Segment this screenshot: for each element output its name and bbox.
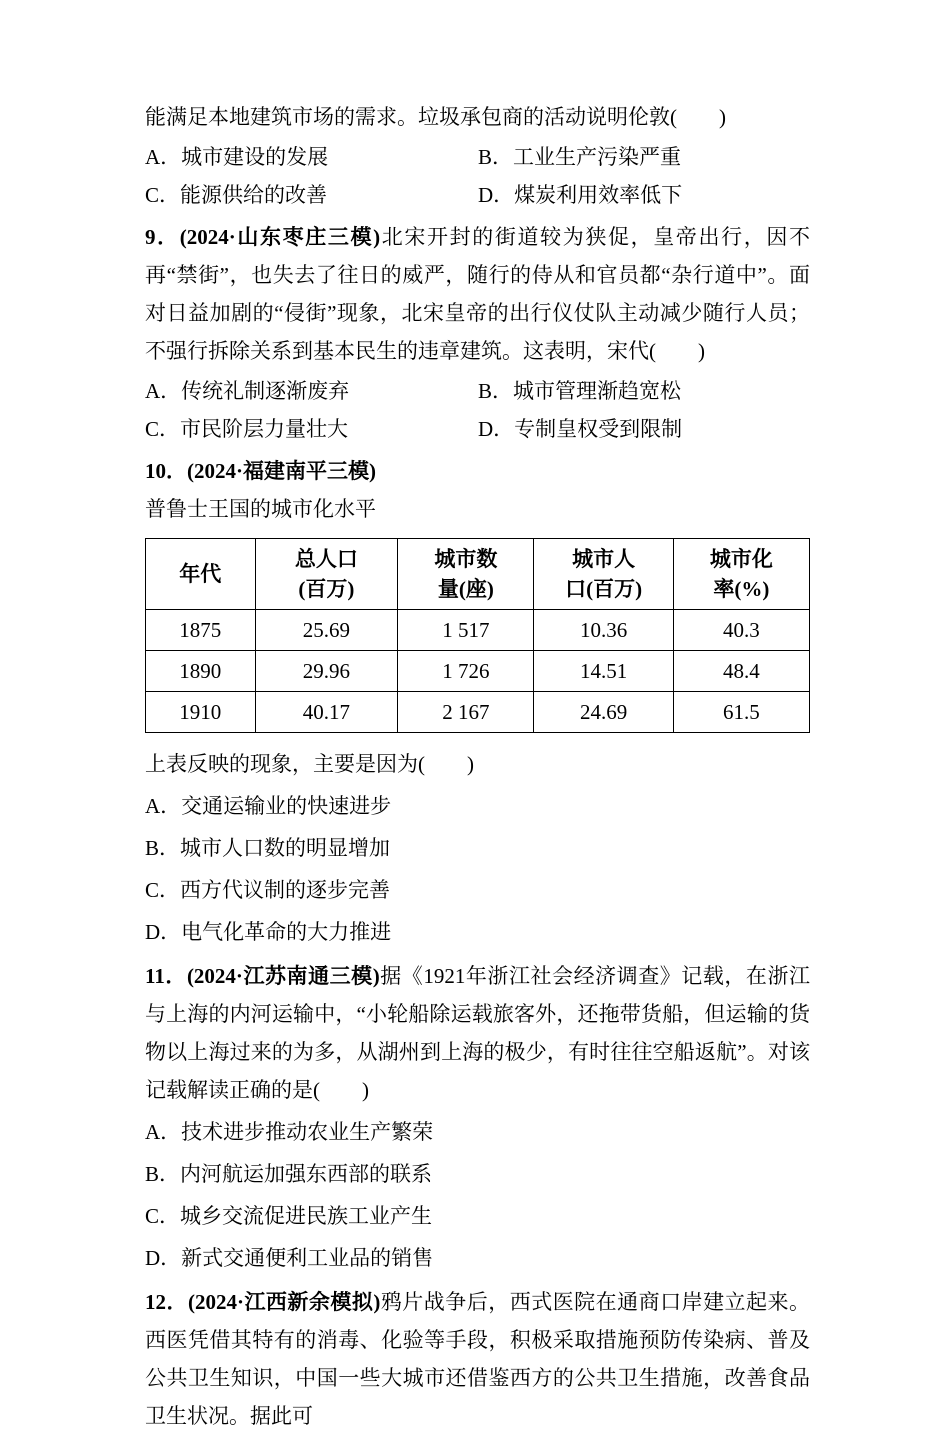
q10-options	[145, 787, 810, 951]
q10-stem-after-table: 上表反映的现象，主要是因为( )	[145, 752, 474, 776]
table-cell: 1910	[146, 692, 256, 733]
q10-option-c: C．西方代议制的逐步完善	[145, 878, 391, 902]
q12-stem	[145, 1283, 810, 1435]
table-header-city-count: 城市数 量(座)	[398, 539, 534, 610]
table-row	[146, 651, 810, 692]
q11-source: (2024·江苏南通三模)	[186, 964, 380, 988]
q12-source: (2024·江西新余模拟)	[187, 1290, 381, 1314]
table-cell: 14.51	[534, 651, 673, 692]
q11-option-c: C．城乡交流促进民族工业产生	[145, 1204, 433, 1228]
q11-number: 11．	[145, 964, 187, 988]
q12-stem-text: 鸦片战争后，西式医院在通商口岸建立起来。西医凭借其特有的消毒、化验等手段，积极采取措施预防传染病、普及公共卫生知识，中国一些大城市还借鉴西方的公共卫生措施，改善食品卫生状况。据此可	[145, 1290, 810, 1428]
table-cell: 10.36	[534, 610, 673, 651]
q10-option-d: D．电气化革命的大力推进	[145, 920, 392, 944]
table-cell: 48.4	[673, 651, 809, 692]
q11-option-a: A．技术进步推动农业生产繁荣	[145, 1120, 434, 1144]
q11-option-d: D．新式交通便利工业品的销售	[145, 1246, 434, 1270]
table-cell: 25.69	[255, 610, 398, 651]
q9-number: 9．	[145, 225, 180, 249]
table-cell: 40.17	[255, 692, 398, 733]
q10-option-a: A．交通运输业的快速进步	[145, 794, 392, 818]
q11-stem-text: 据《1921年浙江社会经济调查》记载，在浙江与上海的内河运输中，“小轮船除运载旅客外，还拖带货船，但运输的货物以上海过来的为多，从湖州到上海的极少，有时往往空船返航”。对该记载解读正确的是( )	[145, 964, 811, 1102]
table-header-urban-population: 城市人 口(百万)	[534, 539, 673, 610]
q9-option-d: D．专制皇权受到限制	[478, 417, 683, 441]
table-cell: 29.96	[255, 651, 398, 692]
q8-option-d: D．煤炭利用效率低下	[478, 183, 683, 207]
table-header-row	[146, 539, 810, 610]
q8-stem-continuation: 能满足本地建筑市场的需求。垃圾承包商的活动说明伦敦( )	[145, 105, 726, 129]
q10-source: (2024·福建南平三模)	[187, 459, 376, 483]
table-header-year: 年代	[146, 539, 256, 610]
q8-option-c: C．能源供给的改善	[145, 183, 328, 207]
q10-number: 10．	[145, 459, 187, 483]
q10-table	[145, 538, 810, 733]
q9-stem	[145, 218, 810, 370]
q12-number: 12．	[145, 1290, 188, 1314]
q11-options	[145, 1113, 810, 1277]
q10-table-title: 普鲁士王国的城市化水平	[145, 497, 376, 521]
q8-option-b: B．工业生产污染严重	[478, 145, 682, 169]
q10-option-b: B．城市人口数的明显增加	[145, 836, 391, 860]
table-cell: 1890	[146, 651, 256, 692]
table-cell: 61.5	[673, 692, 809, 733]
q9-option-a: A．传统礼制逐渐废弃	[145, 379, 350, 403]
q8-option-a: A．城市建设的发展	[145, 145, 329, 169]
table-row	[146, 610, 810, 651]
q11-stem	[145, 957, 810, 1109]
q9-option-b: B．城市管理渐趋宽松	[478, 379, 682, 403]
q8-options	[145, 138, 810, 214]
table-cell: 1875	[146, 610, 256, 651]
q11-option-b: B．内河航运加强东西部的联系	[145, 1162, 433, 1186]
table-cell: 1 726	[398, 651, 534, 692]
q9-source: (2024·山东枣庄三模)	[179, 225, 381, 249]
q9-options	[145, 372, 810, 448]
q9-stem-text: 北宋开封的街道较为狭促，皇帝出行，因不再“禁街”，也失去了往日的威严，随行的侍从和官员都“杂行道中”。面对日益加剧的“侵街”现象，北宋皇帝的出行仪仗队主动减少随行人员；不强行拆除关系到基本民生的违章建筑。这表明，宋代( )	[145, 225, 810, 363]
table-cell: 2 167	[398, 692, 534, 733]
table-header-urbanization-rate: 城市化 率(%)	[673, 539, 809, 610]
table-row	[146, 692, 810, 733]
table-header-total-population: 总人口 (百万)	[255, 539, 398, 610]
q9-option-c: C．市民阶层力量壮大	[145, 417, 349, 441]
table-cell: 40.3	[673, 610, 809, 651]
table-cell: 24.69	[534, 692, 673, 733]
table-cell: 1 517	[398, 610, 534, 651]
q10-heading	[145, 452, 810, 490]
